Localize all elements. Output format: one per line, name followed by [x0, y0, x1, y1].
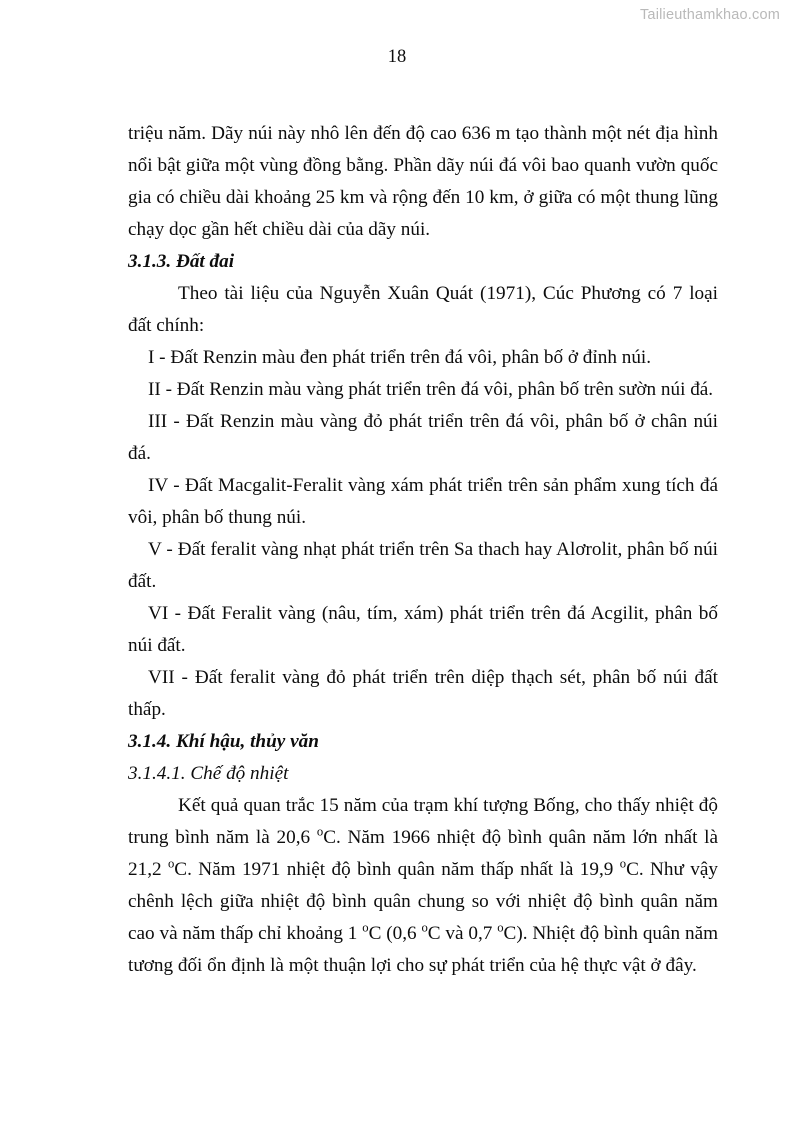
page-content: [128, 118, 718, 982]
degree-symbol: o: [362, 920, 369, 935]
degree-symbol: o: [316, 824, 324, 839]
page-number: 18: [387, 47, 407, 67]
heading-3-1-4-1: 3.1.4.1. Chế độ nhiệt: [128, 763, 289, 784]
degree-symbol: o: [619, 856, 627, 871]
soil-type-item: VII - Đất feralit vàng đỏ phát triển trên diệp thạch sét, phân bố núi đất thấp.: [128, 667, 718, 720]
soil-type-item: IV - Đất Macgalit-Feralit vàng xám phát triển trên sản phẩm xung tích đá vôi, phân bố thung núi.: [128, 475, 718, 528]
degree-symbol: o: [497, 920, 504, 935]
temp-text-part: C. Như vậy chênh lệch giữa nhiệt độ bình quân chung so với nhiệt độ bình quân năm cao và năm thấp chỉ khoảng 1: [128, 859, 718, 944]
temp-text-part: C. Năm 1966 nhiệt độ bình quân năm lớn nhất là 21,2: [128, 827, 719, 880]
soil-type-item: II - Đất Renzin màu vàng phát triển trên đá vôi, phân bố trên sườn núi đá.: [148, 379, 714, 400]
soil-type-item: V - Đất feralit vàng nhạt phát triển trên Sa thach hay Alơrolit, phân bố núi đất.: [128, 539, 718, 592]
heading-3-1-3: 3.1.3. Đất đai: [128, 251, 235, 272]
paragraph-temperature-regime: [128, 790, 718, 982]
paragraph-continued: triệu năm. Dãy núi này nhô lên đến độ cao 636 m tạo thành một nét địa hình nổi bật giữa một vùng đồng bằng. Phần dãy núi đá vôi bao quanh vườn quốc gia có chiều dài khoảng 25 km và rộng đến 10 km, ở giữa có một thung lũng chạy dọc gần hết chiều dài của dãy núi.: [128, 123, 718, 240]
site-watermark: Tailieuthamkhao.com: [639, 7, 780, 23]
temp-text-part: Kết quả quan trắc 15 năm của trạm khí tượng Bống, cho thấy nhiệt độ trung bình năm là 20,6: [128, 795, 718, 848]
degree-symbol: o: [421, 920, 428, 935]
paragraph-soil-intro: Theo tài liệu của Nguyễn Xuân Quát (1971), Cúc Phương có 7 loại đất chính:: [128, 283, 718, 336]
soil-type-item: VI - Đất Feralit vàng (nâu, tím, xám) phát triển trên đá Acgilit, phân bố núi đất.: [128, 603, 718, 656]
temp-text-part: C và 0,7: [427, 923, 498, 944]
soil-type-item: I - Đất Renzin màu đen phát triển trên đá vôi, phân bố ở đỉnh núi.: [148, 347, 652, 368]
temp-text-part: C (0,6: [368, 923, 422, 944]
degree-symbol: o: [167, 856, 175, 871]
soil-type-item: III - Đất Renzin màu vàng đỏ phát triển trên đá vôi, phân bố ở chân núi đá.: [128, 411, 718, 464]
temp-text-part: C. Năm 1971 nhiệt độ bình quân năm thấp nhất là 19,9: [174, 859, 620, 880]
temp-text-part: C). Nhiệt độ bình quân năm tương đối ổn định là một thuận lợi cho sự phát triển của hệ thực vật ở đây.: [128, 923, 719, 976]
heading-3-1-4: 3.1.4. Khí hậu, thủy văn: [128, 731, 319, 752]
